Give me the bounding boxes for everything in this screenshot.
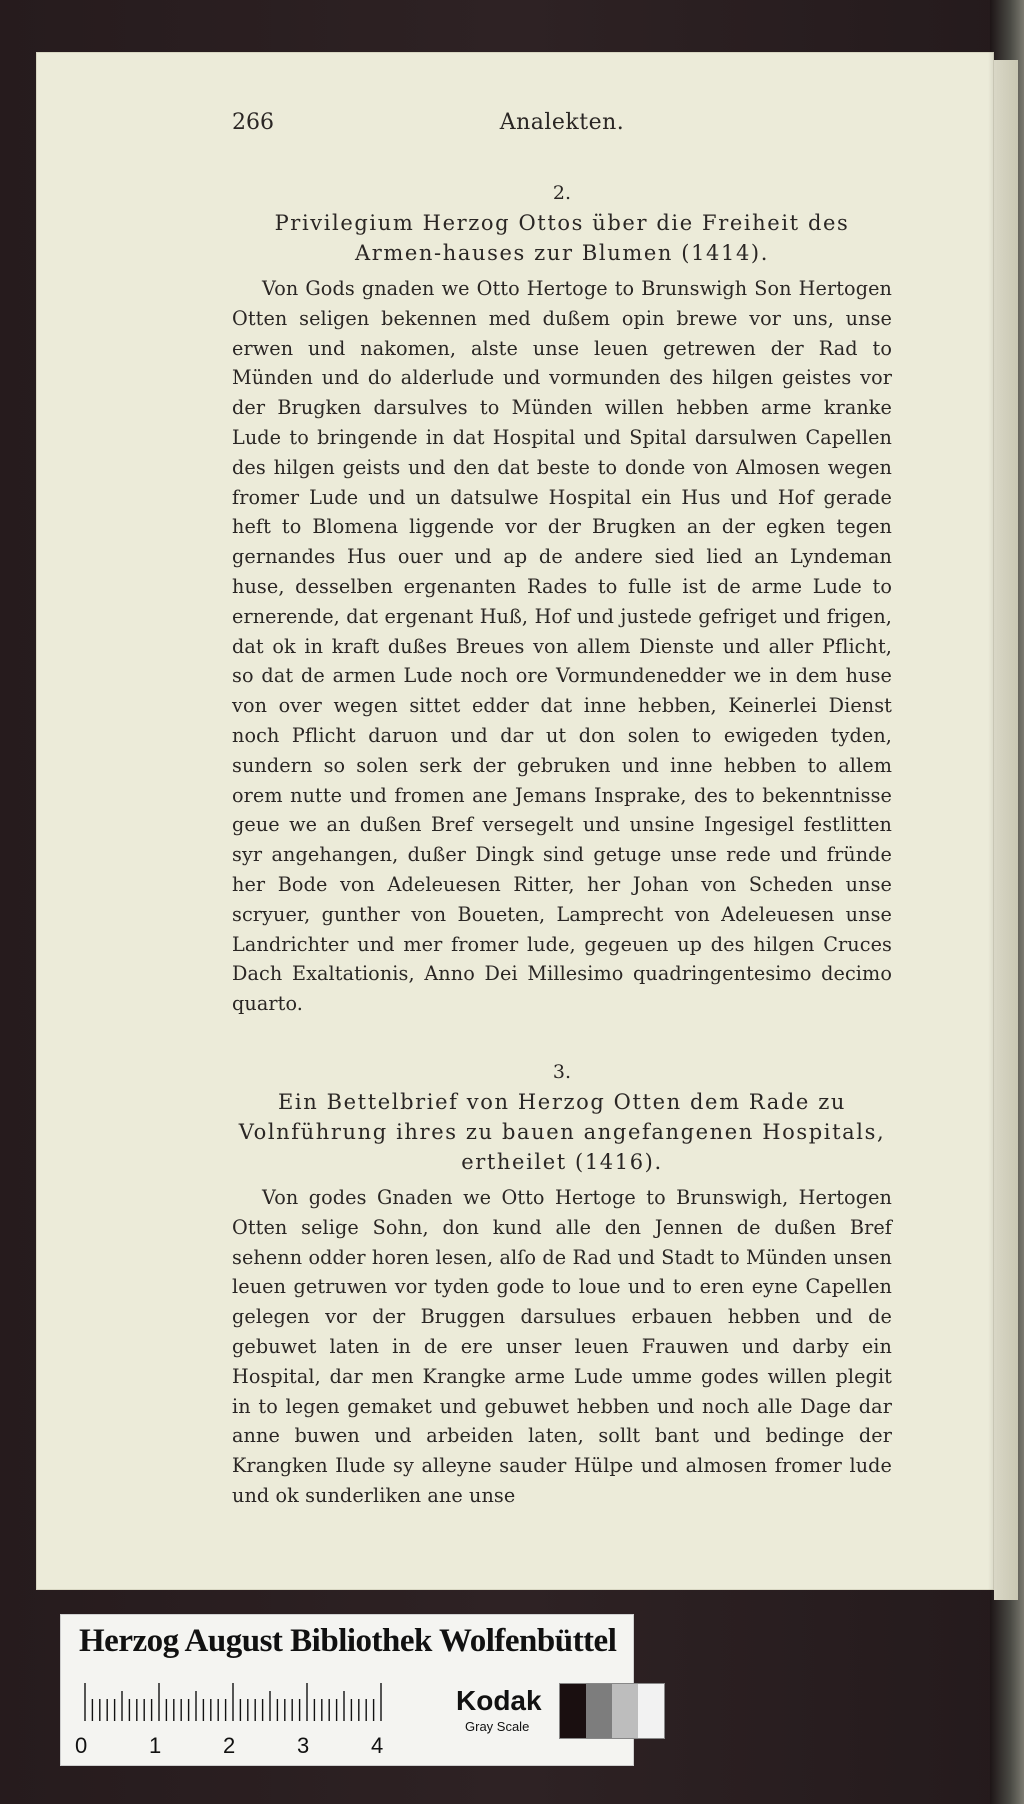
page-number: 266 [232,110,274,135]
page-content [232,110,892,1511]
section-body-text: Von godes Gnaden we Otto Hertoge to Brunswigh, Hertogen Otten selige Sohn, don kund alle den Jennen de dußen Bref sehenn odder horen lesen, alſo de Rad und Stadt to Münden unsen leuen getruwen vor tyden gode to loue und to eren eyne Capellen gelegen vor der Bruggen darsulues erbauen hebben und de gebuwet laten in de ere unser leuen Frauwen und darby ein Hospital, dar men Krangke arme Lude umme godes willen plegit in to legen gemaket und gebuwet hebben und noch alle Dage dar anne buwen und arbeiden laten, sollt bant und bedinge der Krangken Ilude sy alleyne sauder Hülpe und almosen fromer lude und ok sunderliken ane unse [232,1185,892,1507]
ruler-numbers [75,1733,455,1759]
ruler-number: 3 [297,1733,310,1758]
gray-swatch [586,1684,612,1738]
ruler-number: 2 [223,1733,236,1758]
gray-swatch [638,1684,664,1738]
scale-ruler [83,1681,433,1721]
ruler-number: 4 [371,1733,384,1758]
section-2 [232,180,892,1019]
adjacent-page-edge [990,0,1024,1804]
kodak-logo: Kodak [456,1685,542,1716]
ruler-number: 1 [149,1733,162,1758]
gray-scale-swatches [559,1683,665,1739]
section-heading: Ein Bettelbrief von Herzog Otten dem Rade zu Volnführung ihres zu bauen angefangenen Hospitals, ertheilet (1416). [238,1089,886,1174]
section-body-text: Von Gods gnaden we Otto Hertoge to Brunswigh Son Hertogen Otten seligen bekennen med dußem opin brewe vor uns, unse erwen und nakomen, alste unse leuen getrewen der Rad to Münden und do alderlude und vormunden des hilgen geistes vor der Brugken darsulves to Münden willen hebben arme kranke Lude to bringende in dat Hospital und Spital darsulwen Capellen des hilgen geists und den dat beste to donde von Almosen wegen fromer Lude und un datsulwe Hospital ein Hus und Hof gerade heft to Blomena liggende vor der Brugken an der egken tegen gernandes Hus ouer und ap de andere sied lied an Lyndeman huse, desselben ergenanten Rades to fulle ist de arme Lude to ernerende, dat ergenant Huß, Hof und justede gefriget und frigen, dat ok in kraft dußes Breues von allem Dienste und aller Pflicht, so dat de armen Lude noch ore Vormundenedder we in dem huse von over wegen sittet edder dat inne hebben, Keinerlei Dienst noch Pflicht daruon und dar ut don solen to ewigeden tyden, sundern so solen serk der gebruken und inne hebben to allem orem nutte und fromen ane Jemans Insprake, des to bekenntnisse geue we an dußen Bref versegelt und unsine Ingesigel festlitten syr angehangen, dußer Dingk sind getuge unse rede und fründe her Bode von Adeleuesen Ritter, her Johan von Scheden unse scryuer, gunther von Boueten, Lamprecht von Adeleuesen unse Landrichter und mer fromer lude, gegeuen up des hilgen Cruces Dach Exaltationis, Anno Dei Millesimo quadringentesimo decimo quarto. [232,277,892,1016]
adjacent-page-sliver [994,60,1018,1600]
library-color-bar [60,1614,634,1766]
running-title: Analekten. [499,110,625,135]
running-head [232,110,892,150]
library-name: Herzog August Bibliothek Wolfenbüttel [79,1623,617,1659]
section-3 [232,1059,892,1511]
gray-swatch [612,1684,638,1738]
section-heading: Privilegium Herzog Ottos über die Freiheit des Armen-hauses zur Blumen (1414). [274,211,850,265]
gray-swatch [560,1684,586,1738]
ruler-number: 0 [75,1733,88,1758]
section-number: 3. [552,1060,572,1083]
section-number: 2. [552,182,572,204]
gray-scale-label: Gray Scale [465,1719,530,1734]
